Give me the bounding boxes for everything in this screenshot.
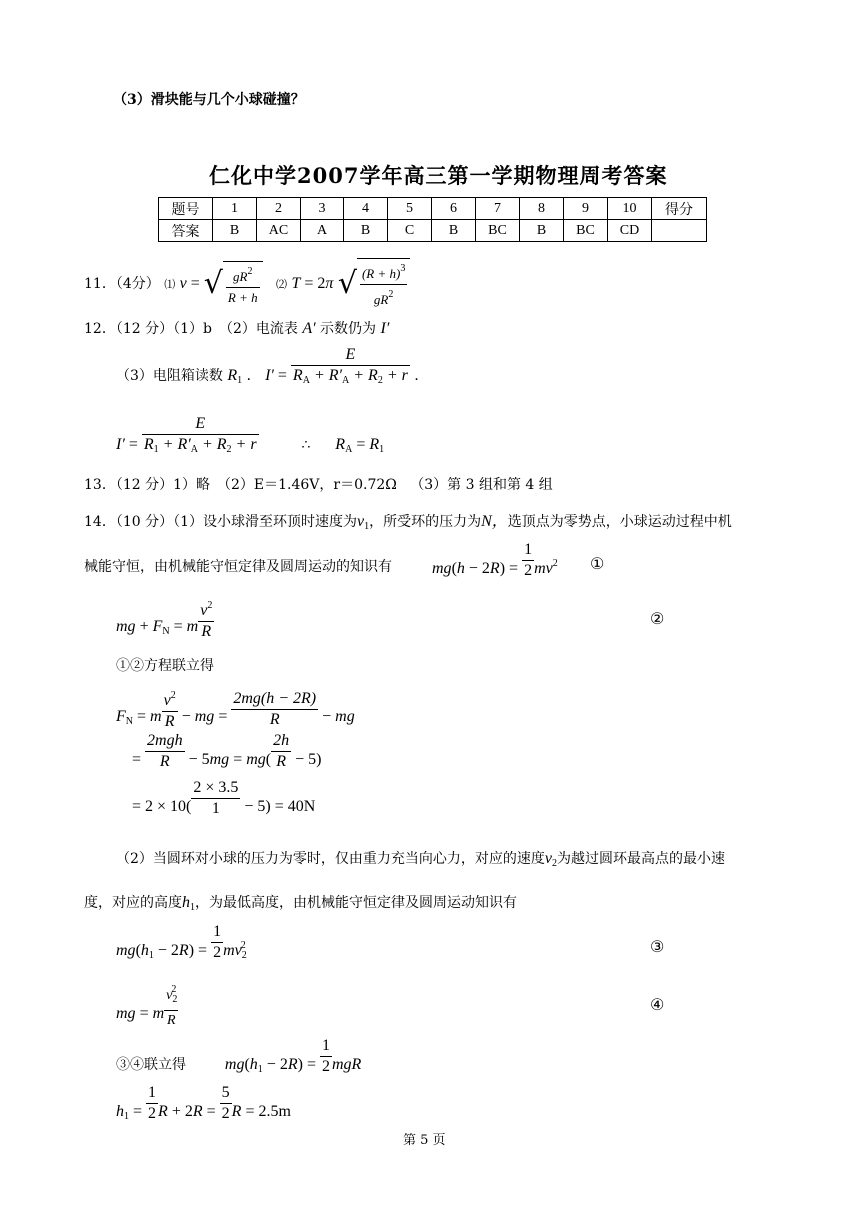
q14-text: 为越过圆环最高点的最小速 — [557, 851, 726, 867]
q14-text: N， — [481, 513, 508, 530]
equation-4: mg = m $\frac{v_2^2}{R}$ — [116, 980, 178, 1031]
q14-text: 度，对应的高度 — [84, 895, 182, 911]
equation-2: mg + $F_N = m$ $\frac{v^2}{R}$ — [116, 596, 214, 642]
table-cell: 2 — [257, 198, 301, 220]
table-cell: 8 — [520, 198, 564, 220]
q14-line2 — [84, 556, 392, 576]
q11-prefix: 11．（4分） — [84, 276, 160, 292]
q11-part2-label: ⑵ — [275, 278, 287, 291]
q12-line2: （3）电阻箱读数 $R_1$ ． I′ = $\frac{E}{R_A + R'_A + R_2 + r}$ ． — [116, 346, 429, 386]
derivation-line-2: = $\frac{\text{2mgh}}{R}$ − 5mg = mg( $\frac{2h}{R}$ − 5) — [132, 732, 322, 770]
page-number: 第 5 页 — [403, 1133, 446, 1148]
part2-line2: 度，对应的高度$h_1$，为最低高度，由机械能守恒定律及圆周运动知识有 — [84, 894, 517, 913]
q12-line3: I′ = $\frac{E}{R_1 + R'_A + R_2 + r}$ ∴ $R_A = R_1$ — [116, 415, 385, 455]
page-title: 仁化中学2007学年高三第一学期物理周考答案 — [209, 163, 668, 188]
q14-text: 械能守恒，由机械能守恒定律及圆周运动的知识有 — [84, 559, 392, 575]
table-cell: 5 — [388, 198, 432, 220]
q13-r: r＝0.72Ω — [333, 477, 397, 493]
q12-text-tail: 示数仍为 — [320, 321, 377, 337]
table-cell: AC — [257, 220, 301, 242]
table-cell: 3 — [301, 198, 344, 220]
q13-text-a: 13．（12 分）1）略 （2） — [84, 477, 254, 493]
table-cell: B — [520, 220, 564, 242]
derivation-line-1: $F_N = m$ $\frac{v^2}{R}$ − mg = $\frac{2mg(h - 2R)}{R}$ − mg — [116, 686, 355, 732]
table-cell: 题号 — [159, 198, 213, 220]
table-row — [159, 220, 707, 242]
q13-line — [84, 474, 553, 494]
eq-mark-4: ④ — [650, 995, 665, 1014]
therefore-symbol: ∴ — [301, 437, 311, 453]
h1-result: 2.5m — [258, 1102, 291, 1120]
q11-part1-label: ⑴ — [164, 278, 176, 291]
derivation-line-3: = 2 × 10( $\frac{2 \times 3.5}{1}$ − 5) = 40N — [132, 779, 316, 817]
table-cell: C — [388, 220, 432, 242]
q14-text: 14．（10 分）（1）设小球滑至环顶时速度为 — [84, 514, 357, 530]
q14-text: ，所受环的压力为 — [369, 514, 482, 530]
table-cell: CD — [608, 220, 652, 242]
equation-h1: $h_1$ = $\frac{1}{2}$ R + 2R = $\frac{5}{2}$ R = 2.5m — [116, 1084, 291, 1122]
table-cell: B — [213, 220, 257, 242]
q13-text-b: （3）第 3 组和第 4 组 — [410, 477, 553, 493]
q11-line: 11．（4分） ⑴ v = √ $\frac{gR^2}{R + h}$ ⑵ T = 2π √ $\frac{(R + h)^3}{gR^2}$ — [84, 258, 410, 310]
q14-text: ，为最低高度，由机械能守恒定律及圆周运动知识有 — [195, 895, 517, 911]
result-value: 40N — [287, 797, 316, 815]
q14-line1: 14．（10 分）（1）设小球滑至环顶时速度为$v_1$，所受环的压力为N，选顶点为零势点，小球运动过程中机 — [84, 513, 732, 532]
table-cell: B — [344, 220, 388, 242]
answer-table — [158, 197, 707, 242]
equation-1: mg(h − 2R) = $\frac{1}{2}$ $mv^2$ — [432, 541, 558, 579]
q12-text: 12．（12 分）（1）b （2）电流表 — [84, 321, 298, 337]
table-cell: 答案 — [159, 220, 213, 242]
previous-question: （3）滑块能与几个小球碰撞？ — [113, 92, 305, 108]
table-cell: A — [301, 220, 344, 242]
equation-3: $mg(h_1 - 2R)$ = $\frac{1}{2}$ $mv_2^2$ — [116, 923, 247, 961]
table-cell: 9 — [564, 198, 608, 220]
q12-line2-prefix: （3）电阻箱读数 — [116, 368, 223, 384]
table-cell — [652, 220, 707, 242]
table-cell: BC — [564, 220, 608, 242]
table-cell: B — [432, 220, 476, 242]
equation-combined: ③④联立得 $mg(h_1 - 2R)$ = $\frac{1}{2}$ mgR — [116, 1037, 362, 1075]
table-cell: 10 — [608, 198, 652, 220]
eq-mark-1: ① — [590, 554, 605, 573]
table-cell: 4 — [344, 198, 388, 220]
eq-mark-2: ② — [650, 609, 665, 628]
table-cell: 7 — [476, 198, 520, 220]
table-cell: BC — [476, 220, 520, 242]
q14-text: （2）当圆环对小球的压力为零时，仅由重力充当向心力，对应的速度 — [116, 851, 545, 867]
q14-text: 选顶点为零势点，小球运动过程中机 — [507, 514, 732, 530]
eq-mark-3: ③ — [650, 937, 665, 956]
table-cell: 1 — [213, 198, 257, 220]
table-cell: 6 — [432, 198, 476, 220]
combine-12-text: ①②方程联立得 — [116, 658, 214, 674]
q13-e: E＝1.46V， — [253, 477, 334, 493]
combine-34-text: ③④联立得 — [116, 1056, 186, 1073]
table-row — [159, 198, 707, 220]
table-cell: 得分 — [652, 198, 707, 220]
part2-line1: （2）当圆环对小球的压力为零时，仅由重力充当向心力，对应的速度$v_2$为越过圆环最高点的最小速 — [116, 850, 726, 869]
q12-line1: 12．（12 分）（1）b （2）电流表 A′ 示数仍为 I′ — [84, 320, 390, 337]
